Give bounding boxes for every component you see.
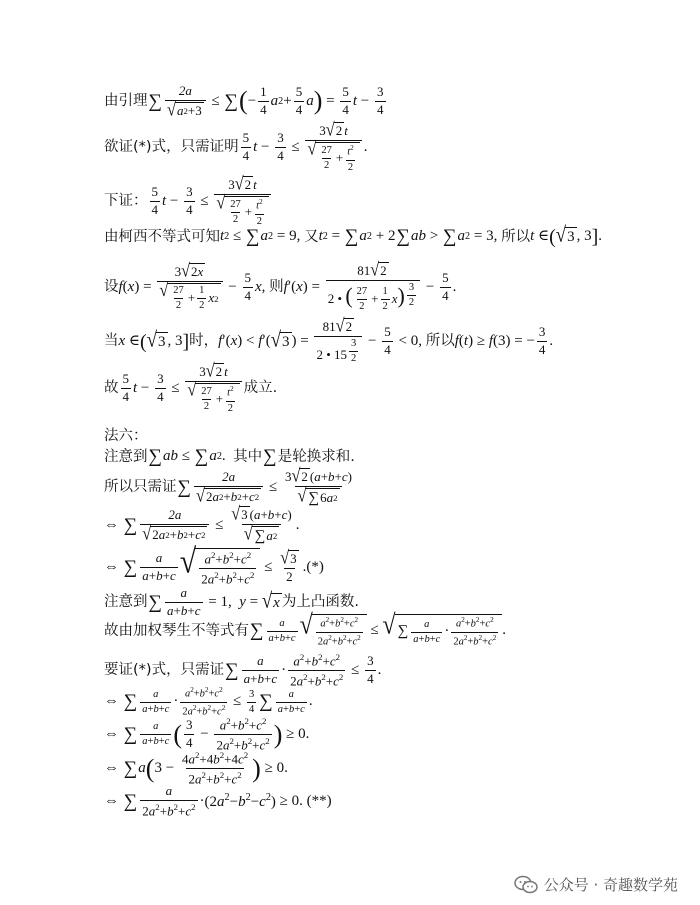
formula-conclusion: 故 $\frac{5}{4}$ t − $\frac{3}{4}$ ≤ 3 √ 2 t √ $\frac{27}{2}$ + $\frac{t^2}{2}$ 成立. [104, 360, 278, 414]
formula-m11: ⇔ ∑ $\frac{a}{2a^2+b^2+c^2}$ · $(2a^2-b^2-c^2)$ ≥ 0. (**) [104, 783, 332, 819]
formula-m8: ⇔ ∑ $\frac{a}{a+b+c}$ · $\frac{a^2+b^2+c^2}{2a^2+b^2+c^2}$ ≤ $\frac{3}{4}$ ∑ $\frac{a}{a+b+c}$ . [104, 686, 313, 718]
formula-m4: ⇔ ∑ $\frac{a}{a+b+c}$ √ $\frac{a^2+b^2+c^2}{2a^2+b^2+c^2}$ ≤ √ 3 2 .(*) [104, 542, 324, 587]
watermark [514, 874, 678, 895]
formula-m7: 要证(*)式，只需证 ∑ $\frac{a}{a+b+c}$ · $\frac{a^2+b^2+c^2}{2a^2+b^2+c^2}$ ≤ $\frac{3}{4}$ . [104, 652, 382, 689]
formula-lemma: 由引理 ∑ 2a √ a 2 +3 ≤ ∑ ( − $\frac{1}{4}$ a 2 + $\frac{5}{4}$ a ) = $\frac{5}{4}$ t − $\frac{3}{4}$ [104, 83, 384, 121]
formula-prove: 下证： $\frac{5}{4}$ t − $\frac{3}{4}$ ≤ 3 √ 2 t √ $\frac{27}{2}$ + $\frac{t^2}{2}$ [104, 176, 273, 228]
formula-m9: ⇔ ∑ $\frac{a}{a+b+c}$ ( $\frac{3}{4}$ − $\frac{a^2+b^2+c^2}{2a^2+b^2+c^2}$ ) ≥ 0. [104, 716, 310, 753]
formula-m6: 故由加权琴生不等式有 ∑ $\frac{a}{a+b+c}$ √ $\frac{a^2+b^2+c^2}{2a^2+b^2+c^2}$ ≤ √ ∑ $\frac{a}{a+b+c}$ · $\frac{a^2+b^2+c^2}{2a^2+b^2+c^2}$ . [104, 610, 507, 648]
formula-goal: 欲证(*)式，只需证明 $\frac{5}{4}$ t − $\frac{3}{4}$ ≤ 3 √ 2 t √ $\frac{27}{2}$ + $\frac{t^2}{2}$ . [104, 119, 368, 173]
method-six-heading: 法六： [104, 428, 148, 444]
formula-m5: 注意到 ∑ $\frac{a}{a+b+c}$ = 1, y = √ x 为上凸函数. [104, 585, 359, 618]
formula-m2: 所以只需证 ∑ 2a √ 2 a 2 + b 2 + c 2 ≤ 3 √ 2 (a+b+c) √ ∑ 6 a 2 [104, 465, 353, 507]
wechat-icon [514, 875, 538, 895]
formula-m1: 注意到 ∑ ab ≤ ∑ a 2 . 其中 ∑ 是轮换求和. [104, 446, 355, 467]
formula-derivative: 当 x ∈ ( √ 3 , 3 ] 时， f ′( x ) < f ′( √ 3 ) = 81 √ 2 2 • 15 $^{\frac{3}{2}}$ − $\frac{5}{4}$ < 0, 所以 f ( t ) ≥ f (3) = − $\frac{3}{4}$ . [104, 315, 554, 364]
formula-m10: ⇔ ∑ a ( 3 − $\frac{4a^2+4b^2+4c^2}{2a^2+b^2+c^2}$ ) ≥ 0. [104, 750, 288, 787]
formula-m3: ⇔ ∑ 2a √ 2 a 2 + b 2 + c 2 ≤ √ 3 (a+b+c) √ ∑ a 2 . [104, 503, 300, 545]
watermark-text: 公众号 · 奇趣数学苑 [543, 876, 678, 894]
formula-function: 设 f ( x ) = 3 √ 2 x √ $\frac{27}{2}$ + $\frac{1}{2}$ x 2 − $\frac{5}{4}$ x , 则 f ′( x ) = 81 √ 2 2 • ( $\frac{27}{2}$ + $\frac{1}{2}$ x) $^{\frac{3}{2}}$ − $\frac{5}{4}$ . [104, 259, 457, 313]
formula-cauchy: 由柯西不等式可知 t 2 ≤ ∑ a 2 = 9, 又 t 2 = ∑ a 2 + 2 ∑ ab > ∑ a 2 = 3, 所以 t ∈ ( √ 3 , 3 ] . [104, 223, 602, 248]
